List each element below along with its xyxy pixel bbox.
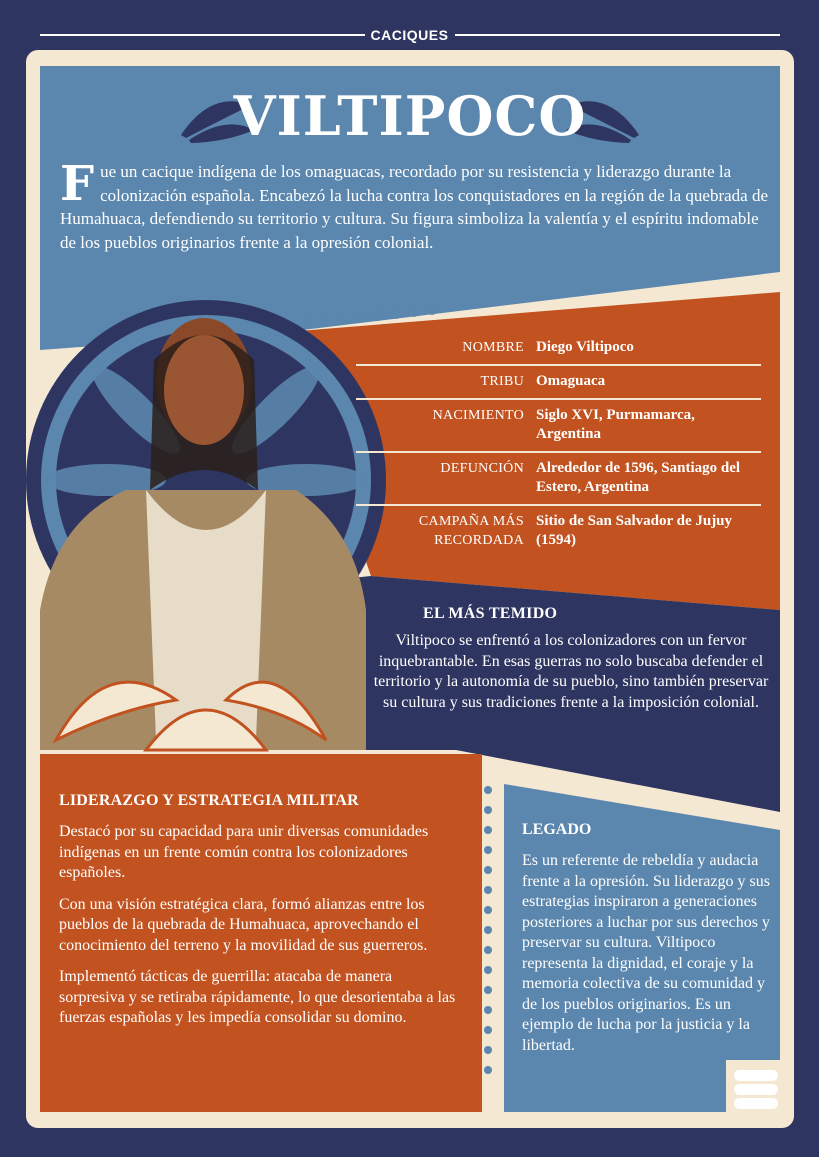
info-card [26, 50, 794, 1128]
intro-text: ue un cacique indígena de los omaguacas, recordado por su resistencia y liderazgo durante la colonización española. Encabezó la lucha contra los conquistadores en la región de la quebrada de Humahuaca, defendiendo su territorio y cultura. Su figura simboliza la valentía y el espíritu indomable de los pueblos originarios frente a la opresión colonial. [60, 162, 768, 252]
info-row [356, 506, 761, 557]
temido-text: Viltipoco se enfrentó a los colonizadores con un fervor inquebrantable. En esas guerras no solo buscaba defender el territorio y la autonomía de su pueblo, sino también preservar su cultura y sus tradiciones frente a la imposición colonial. [373, 632, 769, 711]
section-legado [522, 821, 772, 1056]
liderazgo-paragraph: Con una visión estratégica clara, formó alianzas entre los pueblos de la quebrada de Humahuaca, aprovechando el conocimiento del terreno y la movilidad de sus guerreros. [59, 895, 428, 954]
info-label: TRIBU [480, 374, 524, 389]
temido-heading: EL MÁS TEMIDO [423, 605, 558, 622]
info-row [356, 400, 761, 453]
info-row [356, 366, 761, 400]
section-header [0, 24, 819, 46]
info-label: NACIMIENTO [432, 408, 524, 423]
info-value: Diego Viltipoco [536, 339, 634, 355]
liderazgo-paragraph: Destacó por su capacidad para unir diversas comunidades indígenas en un frente común contra los colonizadores españoles. [59, 823, 429, 881]
info-label: NOMBRE [462, 340, 524, 355]
liderazgo-paragraph: Implementó tácticas de guerrilla: atacaba de manera sorpresiva y se retiraba rápidamente, lo que desorientaba a las fuerzas españolas y les impedía consolidar su domino. [59, 968, 456, 1026]
legado-text: Es un referente de rebeldía y audacia frente a la opresión. Su liderazgo y sus estrategias inspiraron a generaciones posteriores a luchar por sus derechos y preservar su cultura. Viltipoco representa la dignidad, el coraje y la memoria colectiva de su comunidad y de los pueblos originarios. Es un ejemplo de lucha por la justicia y la libertad. [522, 852, 770, 1054]
info-table [356, 332, 761, 557]
info-label: CAMPAÑA MÁS RECORDADA [418, 514, 524, 548]
page-title: VILTIPOCO [233, 84, 587, 148]
section-temido [371, 605, 771, 713]
intro-paragraph [60, 156, 770, 254]
info-value: Sitio de San Salvador de Jujuy (1594) [536, 513, 733, 548]
info-row [356, 332, 761, 366]
info-value: Omaguaca [536, 373, 606, 389]
header-rule-left [40, 34, 365, 36]
header-rule-right [455, 34, 780, 36]
liderazgo-heading: LIDERAZGO Y ESTRATEGIA MILITAR [59, 792, 359, 809]
info-row [356, 453, 761, 506]
info-value: Siglo XVI, Purmamarca, Argentina [536, 407, 695, 442]
section-label: CACIQUES [370, 27, 449, 43]
legado-heading: LEGADO [522, 821, 592, 838]
info-value: Alrededor de 1596, Santiago del Estero, Argentina [536, 460, 741, 495]
book-logo-icon [728, 1060, 784, 1116]
info-label: DEFUNCIÓN [440, 461, 524, 476]
dropcap: F [60, 156, 95, 212]
section-liderazgo [59, 792, 459, 1040]
